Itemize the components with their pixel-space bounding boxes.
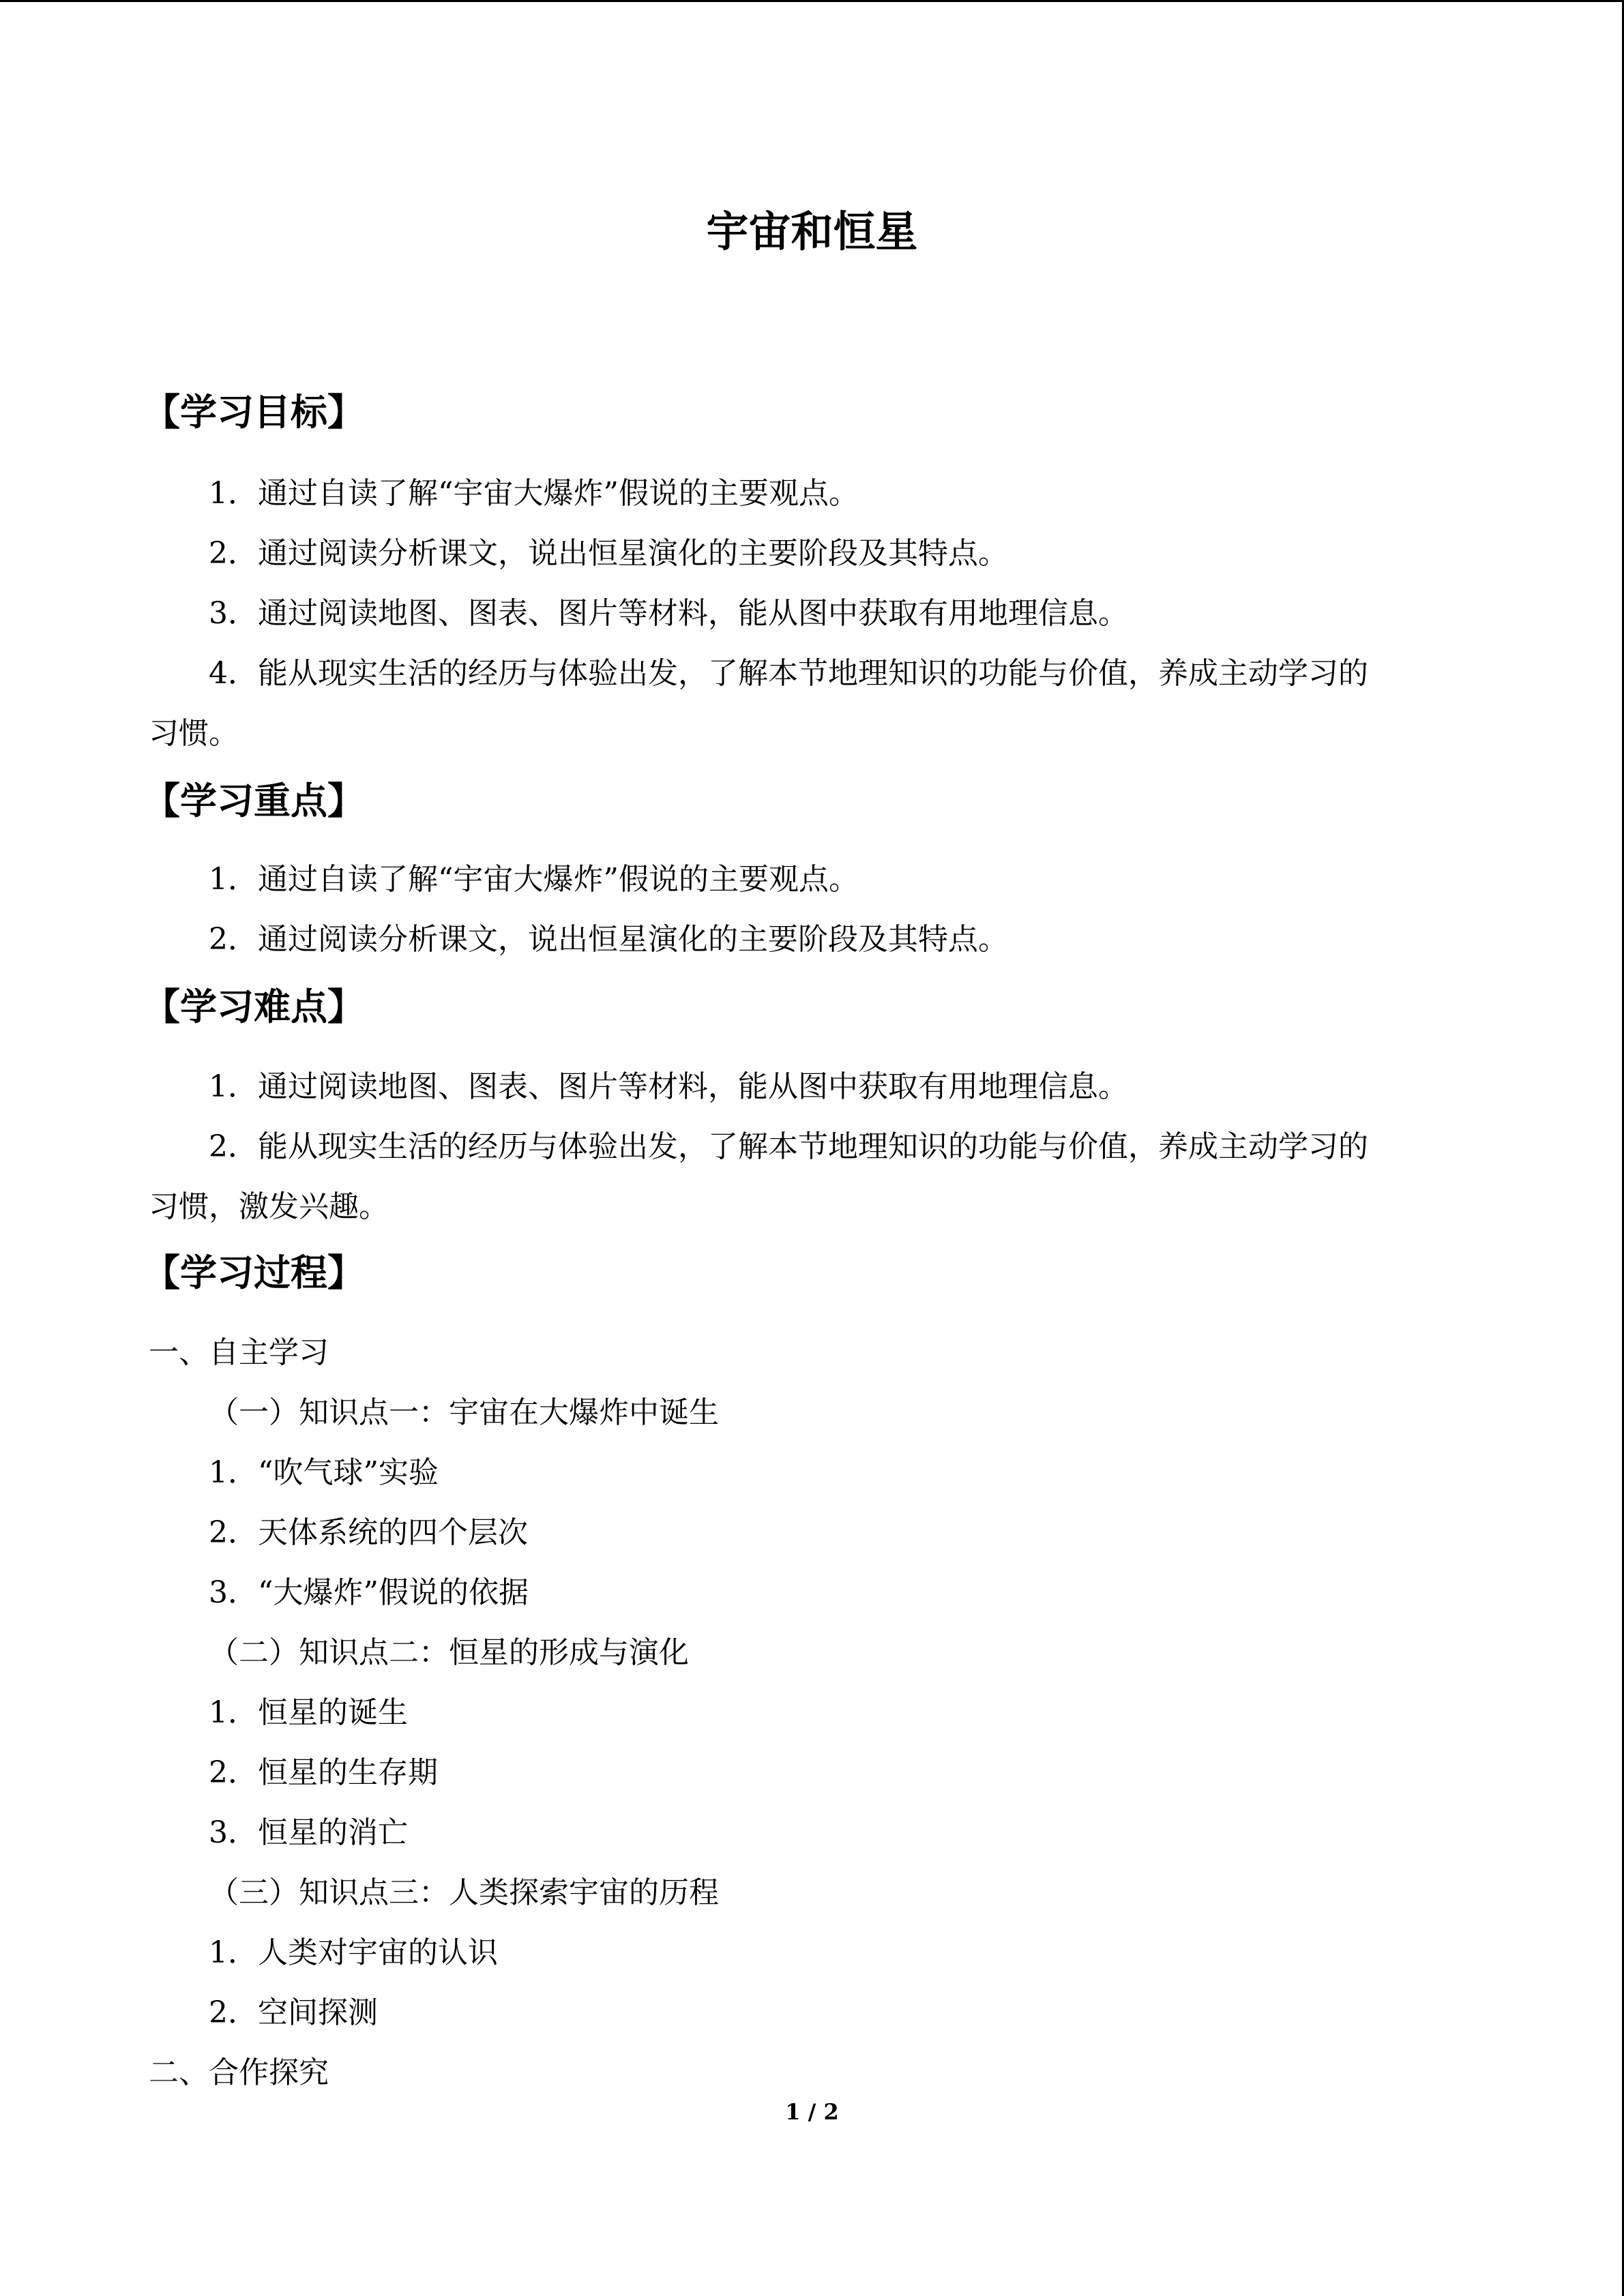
section-heading-objectives: 【学习目标】 [143,391,364,434]
objective-item-3: 3．通过阅读地图、图表、图片等材料，能从图中获取有用地理信息。 [209,596,1128,631]
knowledge-point-1-item-2: 2．天体系统的四个层次 [209,1515,528,1550]
page-number: 1 / 2 [785,2099,839,2125]
knowledge-point-1: （一）知识点一：宇宙在大爆炸中诞生 [209,1395,719,1430]
difficulty-item-2-continued: 习惯，激发兴趣。 [149,1189,389,1224]
objective-item-4: 4．能从现实生活的经历与体验出发，了解本节地理知识的功能与价值，养成主动学习的 [209,656,1368,691]
page-title: 宇宙和恒星 [706,207,918,256]
key-point-item-1: 1．通过自读了解“宇宙大爆炸”假说的主要观点。 [209,862,859,897]
knowledge-point-3-item-1: 1．人类对宇宙的认识 [209,1935,498,1970]
knowledge-point-2: （二）知识点二：恒星的形成与演化 [209,1635,689,1670]
knowledge-point-2-item-3: 3．恒星的消亡 [209,1815,408,1850]
section-heading-process: 【学习过程】 [143,1251,364,1294]
knowledge-point-1-item-3: 3．“大爆炸”假说的依据 [209,1575,529,1610]
objective-item-4-continued: 习惯。 [149,716,239,751]
key-point-item-2: 2．通过阅读分析课文，说出恒星演化的主要阶段及其特点。 [209,922,1008,957]
knowledge-point-3: （三）知识点三：人类探索宇宙的历程 [209,1875,719,1910]
difficulty-item-1: 1．通过阅读地图、图表、图片等材料，能从图中获取有用地理信息。 [209,1069,1128,1104]
process-part-2: 二、合作探究 [149,2055,329,2090]
objective-item-1: 1．通过自读了解“宇宙大爆炸”假说的主要观点。 [209,476,859,511]
process-part-1: 一、自主学习 [149,1335,329,1370]
knowledge-point-3-item-2: 2．空间探测 [209,1995,378,2030]
section-heading-key-points: 【学习重点】 [143,779,364,822]
difficulty-item-2: 2．能从现实生活的经历与体验出发，了解本节地理知识的功能与价值，养成主动学习的 [209,1129,1368,1164]
knowledge-point-2-item-2: 2．恒星的生存期 [209,1755,438,1790]
objective-item-2: 2．通过阅读分析课文，说出恒星演化的主要阶段及其特点。 [209,536,1008,571]
knowledge-point-2-item-1: 1．恒星的诞生 [209,1695,408,1730]
section-heading-difficulties: 【学习难点】 [143,985,364,1028]
knowledge-point-1-item-1: 1．“吹气球”实验 [209,1455,439,1490]
